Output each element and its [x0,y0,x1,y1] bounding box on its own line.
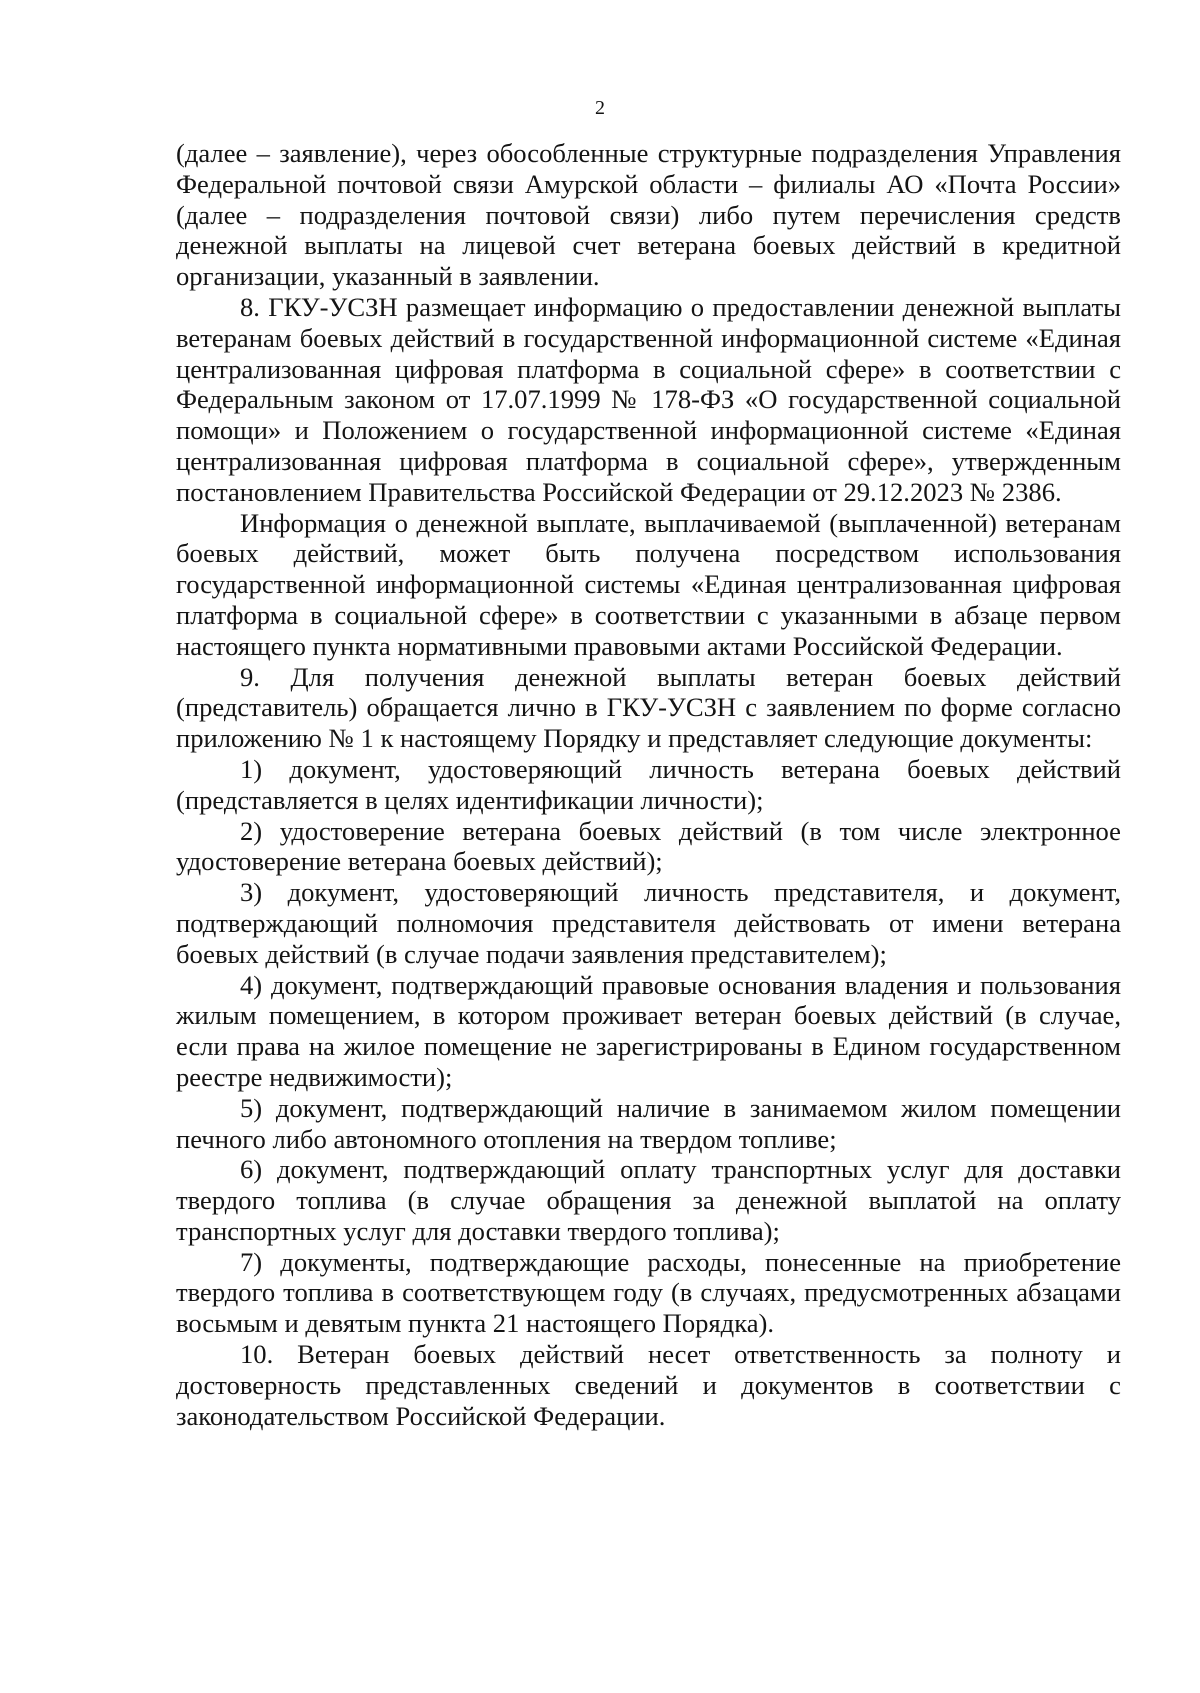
list-item-1: 1) документ, удостоверяющий личность ветерана боевых действий (представляется в целях идентификации личности); [176,753,1121,815]
paragraph-continuation: (далее – заявление), через обособленные структурные подразделения Управления Федеральной почтовой связи Амурской области – филиалы АО «Почта России» (далее – подразделения почтовой связи) либо путем перечисления средств денежной выплаты на лицевой счет ветерана боевых действий в кредитной организации, указанный в заявлении. [176,138,1121,292]
paragraph-item-9: 9. Для получения денежной выплаты ветеран боевых действий (представитель) обращается лично в ГКУ-УСЗН с заявлением по форме согласно приложению № 1 к настоящему Порядку и представляет следующие документы: [176,661,1121,754]
page-number: 2 [595,97,605,119]
paragraph-item-10: 10. Ветеран боевых действий несет ответственность за полноту и достоверность представленных сведений и документов в соответствии с законодательством Российской Федерации. [176,1339,1121,1431]
list-item-2: 2) удостоверение ветерана боевых действий (в том числе электронное удостоверение ветерана боевых действий); [176,815,1121,877]
paragraph-item-8: 8. ГКУ-УСЗН размещает информацию о предоставлении денежной выплаты ветеранам боевых действий в государственной информационной системе «Единая централизованная цифровая платформа в социальной сфере» в соответствии с Федеральным законом от 17.07.1999 № 178-ФЗ «О государственной социальной помощи» и Положением о государственной информационной системе «Единая централизованная цифровая платформа в социальной сфере», утвержденным постановлением Правительства Российской Федерации от 29.12.2023 № 2386. [176,291,1121,507]
list-item-4: 4) документ, подтверждающий правовые основания владения и пользования жилым помещением, в котором проживает ветеран боевых действий (в случае, если права на жилое помещение не зарегистрированы в Едином государственном реестре недвижимости); [176,969,1121,1092]
list-item-6: 6) документ, подтверждающий оплату транспортных услуг для доставки твердого топлива (в случае обращения за денежной выплатой на оплату транспортных услуг для доставки твердого топлива); [176,1154,1121,1246]
list-item-3: 3) документ, удостоверяющий личность представителя, и документ, подтверждающий полномочия представителя действовать от имени ветерана боевых действий (в случае подачи заявления представителем); [176,877,1121,969]
list-item-7: 7) документы, подтверждающие расходы, понесенные на приобретение твердого топлива в соответствующем году (в случаях, предусмотренных абзацами восьмым и девятым пункта 21 настоящего Порядка). [176,1246,1121,1339]
list-item-5: 5) документ, подтверждающий наличие в занимаемом жилом помещении печного либо автономного отопления на твердом топливе; [176,1092,1121,1154]
paragraph-item-8-info: Информация о денежной выплате, выплачиваемой (выплаченной) ветеранам боевых действий, может быть получена посредством использования государственной информационной системы «Единая централизованная цифровая платформа в социальной сфере» в соответствии с указанными в абзаце первом настоящего пункта нормативными правовыми актами Российской Федерации. [176,507,1121,661]
document-body [176,138,1121,1431]
